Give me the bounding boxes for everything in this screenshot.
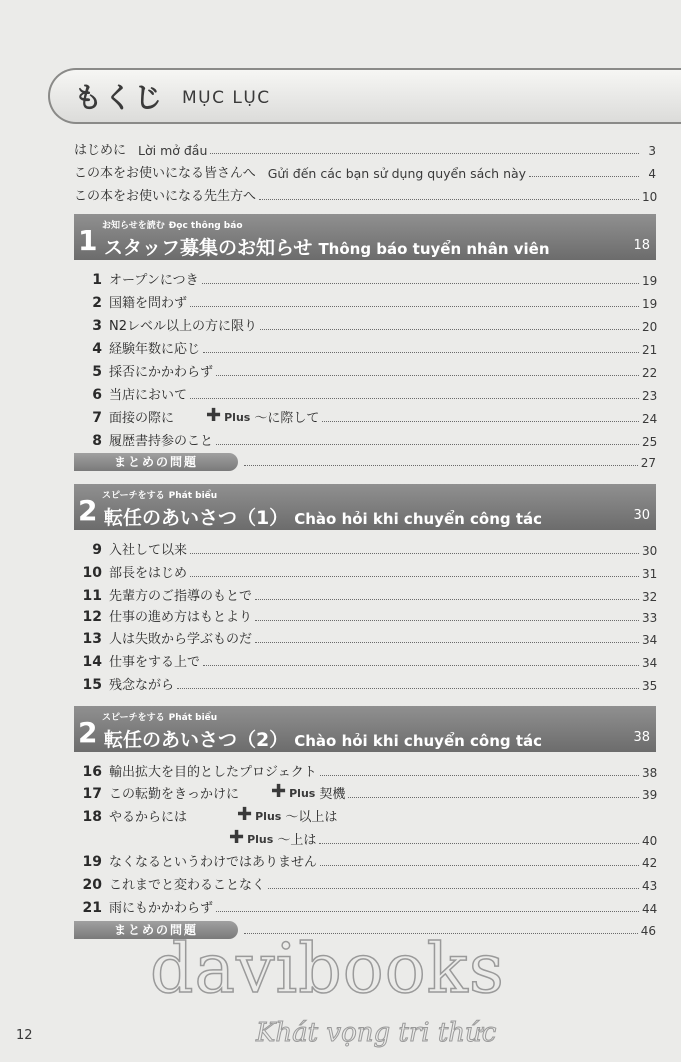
leader-dots	[190, 398, 639, 399]
entry-title: 履歴書持参のこと	[109, 434, 214, 449]
entry-title: 国籍を問わず	[109, 296, 188, 311]
leader-dots	[216, 911, 639, 912]
plus-badge	[237, 804, 281, 825]
entry-number: 18	[82, 809, 102, 825]
plus-badge	[271, 781, 315, 802]
plus-badge	[229, 827, 273, 848]
summary-label: まとめの問題	[74, 453, 238, 471]
toc-entry[interactable]	[74, 760, 656, 780]
entry-number: 12	[82, 609, 102, 625]
unit-header-2-part1[interactable]	[74, 484, 656, 530]
toc-entry[interactable]	[74, 383, 656, 403]
toc-entry[interactable]	[74, 805, 656, 825]
unit-title-vi: Thông báo tuyển nhân viên	[318, 240, 550, 258]
entry-page: 39	[642, 788, 658, 802]
entry-title: 採否にかかわらず	[109, 365, 214, 380]
leader-dots	[202, 283, 639, 284]
entry-title: オープンにつき	[109, 273, 199, 288]
leader-dots	[177, 688, 639, 689]
plus-text: ～以上は	[285, 810, 338, 825]
leader-dots	[529, 176, 639, 177]
unit-title-jp: 転任のあいさつ（2）	[104, 729, 289, 751]
entry-page: 24	[642, 412, 658, 426]
toc-entry[interactable]	[74, 673, 656, 693]
unit-page: 38	[633, 730, 650, 745]
leader-dots	[255, 599, 639, 600]
leader-dots	[210, 153, 639, 154]
unit-number: 2	[78, 494, 98, 527]
watermark-tagline: Khát vọng tri thức	[256, 1018, 497, 1048]
plus-label: Plus	[224, 411, 251, 424]
entry-title: 残念ながら	[109, 678, 175, 693]
leader-dots	[322, 421, 639, 422]
leader-dots	[203, 352, 639, 353]
toc-entry[interactable]	[74, 360, 656, 380]
entry-title: やるからには	[109, 810, 188, 825]
entry-page: 34	[642, 656, 658, 670]
toc-header	[48, 68, 681, 124]
leader-dots	[216, 444, 639, 445]
unit-category-vi: Đọc thông báo	[168, 221, 243, 231]
leader-dots	[203, 665, 639, 666]
unit-number: 2	[78, 716, 98, 749]
plus-text: 契機	[319, 787, 346, 802]
entry-title: 当店において	[109, 388, 188, 403]
entry-page: 30	[642, 544, 658, 558]
toc-entry[interactable]	[74, 896, 656, 916]
entry-title: 人は失敗から学ぶものだ	[109, 632, 253, 647]
unit-category	[102, 218, 243, 231]
toc-entry[interactable]	[74, 268, 656, 288]
entry-title: 仕事の進め方はもとより	[109, 610, 253, 625]
entry-title: 入社して以来	[109, 543, 188, 558]
entry-page: 40	[642, 834, 658, 848]
unit-header-1[interactable]	[74, 214, 656, 260]
header-title-jp: もくじ	[74, 81, 165, 114]
plus-label: Plus	[255, 810, 282, 823]
entry-page: 34	[642, 633, 658, 647]
entry-page: 35	[642, 679, 658, 693]
unit-title	[104, 725, 542, 752]
entry-title: 経験年数に応じ	[109, 342, 201, 357]
entry-number: 11	[82, 588, 102, 604]
entry-number: 16	[82, 764, 102, 780]
entry-page: 38	[642, 766, 658, 780]
entry-page: 10	[642, 190, 658, 204]
toc-entry[interactable]	[74, 650, 656, 670]
entry-title: なくなるというわけではありません	[109, 855, 318, 870]
leader-dots	[319, 843, 639, 844]
unit-title-vi: Chào hỏi khi chuyển công tác	[294, 732, 543, 750]
entry-page: 23	[642, 389, 658, 403]
unit-category-vi: Phát biểu	[168, 713, 218, 723]
leader-dots	[320, 775, 639, 776]
unit-category	[102, 710, 217, 723]
toc-entry[interactable]	[74, 782, 656, 802]
toc-entry[interactable]	[74, 429, 656, 449]
entry-page: 43	[642, 879, 658, 893]
unit-title-jp: 転任のあいさつ（1）	[104, 507, 289, 529]
plus-icon: ✚	[229, 827, 245, 848]
entry-page: 46	[640, 924, 656, 938]
leader-dots	[259, 199, 639, 200]
entry-title: N2レベル以上の方に限り	[109, 319, 257, 334]
unit-page: 18	[633, 238, 650, 253]
entry-number: 2	[92, 295, 102, 311]
entry-title: この本をお使いになる皆さんへ	[74, 166, 256, 181]
unit-category	[102, 488, 217, 501]
entry-page: 21	[642, 343, 658, 357]
entry-page: 31	[642, 567, 658, 581]
toc-entry-intro[interactable]	[74, 138, 656, 158]
entry-number: 10	[82, 565, 102, 581]
entry-number: 7	[92, 410, 102, 426]
entry-title: この本をお使いになる先生方へ	[74, 189, 257, 204]
summary-label: まとめの問題	[74, 921, 238, 939]
entry-page: 42	[642, 856, 658, 870]
toc-entry-for-readers[interactable]	[74, 161, 656, 181]
unit-category-vi: Phát biểu	[168, 491, 218, 501]
entry-number: 21	[82, 900, 102, 916]
leader-dots	[216, 375, 639, 376]
leader-dots	[255, 620, 639, 621]
leader-dots	[268, 888, 639, 889]
entry-title: 面接の際に	[109, 411, 175, 426]
entry-title: 部長をはじめ	[109, 566, 188, 581]
unit-title-jp: スタッフ募集のお知らせ	[104, 237, 313, 259]
entry-page: 27	[640, 456, 656, 470]
entry-title: 先輩方のご指導のもとで	[109, 589, 253, 604]
entry-number: 3	[92, 318, 102, 334]
toc-entry[interactable]	[74, 627, 656, 647]
plus-label: Plus	[247, 833, 274, 846]
toc-entry[interactable]	[74, 337, 656, 357]
unit-number: 1	[78, 224, 98, 257]
plus-label: Plus	[289, 787, 316, 800]
entry-title-vi: Gửi đến các bạn sử dụng quyển sách này	[267, 166, 527, 181]
entry-title: 仕事をする上で	[109, 655, 201, 670]
unit-title	[104, 503, 542, 530]
plus-icon: ✚	[206, 405, 222, 426]
leader-dots	[190, 553, 639, 554]
plus-icon: ✚	[237, 804, 253, 825]
leader-dots	[190, 306, 639, 307]
entry-page: 32	[642, 590, 658, 604]
plus-badge	[206, 405, 250, 426]
entry-page: 33	[642, 611, 658, 625]
toc-entry[interactable]	[74, 850, 656, 870]
entry-number: 4	[92, 341, 102, 357]
entry-number: 5	[92, 364, 102, 380]
unit-category-jp: スピーチをする	[102, 491, 165, 501]
toc-entry-for-teachers[interactable]	[74, 184, 656, 204]
toc-entry[interactable]	[74, 314, 656, 334]
header-title-vi: MỤC LỤC	[182, 88, 271, 108]
unit-header-2-part2[interactable]	[74, 706, 656, 752]
entry-title: この転勤をきっかけに	[109, 787, 240, 802]
leader-dots	[320, 865, 639, 866]
toc-entry[interactable]	[74, 406, 656, 426]
entry-page: 20	[642, 320, 658, 334]
plus-text: ～上は	[277, 833, 317, 848]
entry-page: 44	[642, 902, 658, 916]
toc-entry[interactable]	[74, 605, 656, 625]
entry-title: これまでと変わることなく	[109, 878, 266, 893]
entry-number: 14	[82, 654, 102, 670]
entry-number: 1	[92, 272, 102, 288]
entry-title: 輸出拡大を目的としたプロジェクト	[109, 765, 317, 780]
footer-page-number: 12	[16, 1028, 33, 1043]
entry-title-vi: Lời mở đầu	[138, 143, 208, 158]
unit-title-vi: Chào hỏi khi chuyển công tác	[294, 510, 543, 528]
entry-number: 17	[82, 786, 102, 802]
entry-number: 8	[92, 433, 102, 449]
toc-entry[interactable]	[74, 584, 656, 604]
entry-number: 13	[82, 631, 102, 647]
toc-entry[interactable]	[74, 828, 656, 848]
leader-dots	[255, 642, 639, 643]
leader-dots	[348, 797, 639, 798]
entry-number: 20	[82, 877, 102, 893]
summary-exercises-1[interactable]	[74, 453, 656, 473]
entry-page: 4	[648, 167, 656, 181]
entry-title: はじめに	[74, 143, 127, 158]
entry-page: 19	[642, 297, 658, 311]
entry-page: 25	[642, 435, 658, 449]
leader-dots	[260, 329, 639, 330]
entry-title: 雨にもかかわらず	[109, 901, 214, 916]
plus-text: ～に際して	[254, 411, 320, 426]
watermark-brand: davibooks	[150, 930, 505, 1009]
leader-dots	[244, 465, 638, 466]
entry-number: 15	[82, 677, 102, 693]
entry-page: 19	[642, 274, 658, 288]
toc-entry[interactable]	[74, 561, 656, 581]
leader-dots	[190, 576, 639, 577]
unit-page: 30	[633, 508, 650, 523]
entry-number: 6	[92, 387, 102, 403]
entry-page: 3	[648, 144, 656, 158]
toc-entry[interactable]	[74, 538, 656, 558]
toc-entry[interactable]	[74, 873, 656, 893]
plus-icon: ✚	[271, 781, 287, 802]
unit-category-jp: お知らせを読む	[102, 221, 165, 231]
unit-title	[104, 233, 550, 260]
entry-number: 9	[92, 542, 102, 558]
unit-category-jp: スピーチをする	[102, 713, 165, 723]
toc-entry[interactable]	[74, 291, 656, 311]
entry-page: 22	[642, 366, 658, 380]
entry-number: 19	[82, 854, 102, 870]
